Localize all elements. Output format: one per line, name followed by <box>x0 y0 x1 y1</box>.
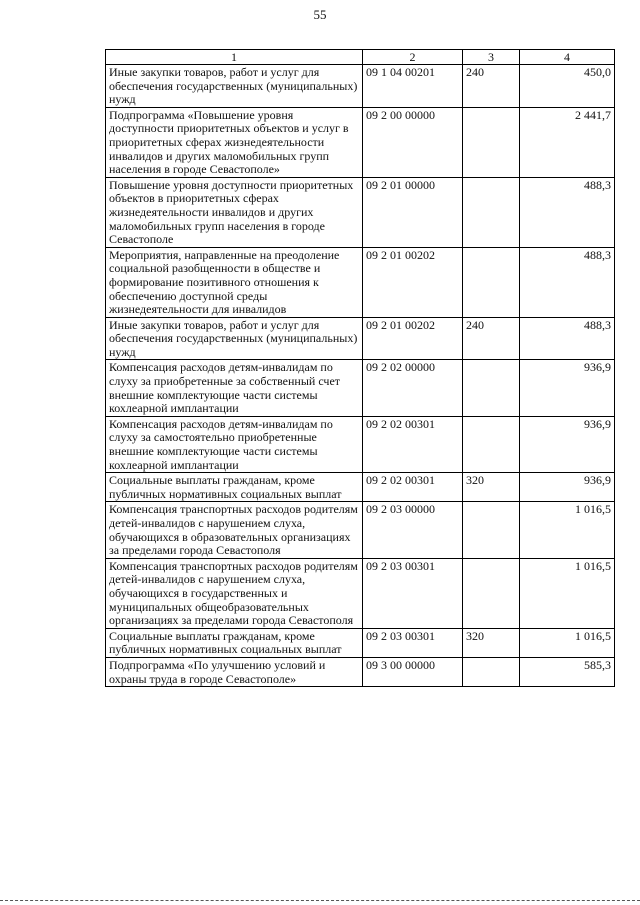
row-type <box>463 558 520 628</box>
table-header-row <box>106 50 615 65</box>
row-type <box>463 416 520 472</box>
row-name: Повышение уровня доступности приоритетных объектов в приоритетных сферах жизнедеятельности инвалидов и других маломобильных групп населения в городе Севастополе <box>106 177 363 247</box>
row-amount: 450,0 <box>520 65 615 108</box>
row-code: 09 2 02 00301 <box>363 416 463 472</box>
column-header-amount: 4 <box>520 50 615 65</box>
row-amount: 936,9 <box>520 473 615 502</box>
table-row <box>106 317 615 360</box>
row-type: 240 <box>463 65 520 108</box>
table-row <box>106 628 615 657</box>
column-header-type: 3 <box>463 50 520 65</box>
row-code: 09 2 02 00301 <box>363 473 463 502</box>
row-code: 09 2 03 00301 <box>363 628 463 657</box>
row-type: 320 <box>463 628 520 657</box>
row-name: Социальные выплаты гражданам, кроме публичных нормативных социальных выплат <box>106 473 363 502</box>
row-type <box>463 657 520 686</box>
column-header-name: 1 <box>106 50 363 65</box>
row-code: 09 2 01 00202 <box>363 317 463 360</box>
row-type: 240 <box>463 317 520 360</box>
row-amount: 488,3 <box>520 247 615 317</box>
row-type <box>463 177 520 247</box>
table-row <box>106 416 615 472</box>
row-name: Компенсация расходов детям-инвалидам по слуху за самостоятельно приобретенные внешние комплектующие части системы кохлеарной имплантации <box>106 416 363 472</box>
row-code: 09 1 04 00201 <box>363 65 463 108</box>
row-amount: 936,9 <box>520 360 615 416</box>
row-type <box>463 247 520 317</box>
row-name: Компенсация расходов детям-инвалидам по слуху за приобретенные за собственный счет внешние комплектующие части системы кохлеарной имплантации <box>106 360 363 416</box>
row-type: 320 <box>463 473 520 502</box>
row-code: 09 2 01 00000 <box>363 177 463 247</box>
table-row <box>106 360 615 416</box>
row-amount: 1 016,5 <box>520 502 615 558</box>
row-type <box>463 360 520 416</box>
row-type <box>463 107 520 177</box>
row-code: 09 2 01 00202 <box>363 247 463 317</box>
table-row <box>106 657 615 686</box>
row-name: Социальные выплаты гражданам, кроме публичных нормативных социальных выплат <box>106 628 363 657</box>
row-amount: 2 441,7 <box>520 107 615 177</box>
row-amount: 1 016,5 <box>520 558 615 628</box>
row-name: Подпрограмма «Повышение уровня доступности приоритетных объектов и услуг в приоритетных сферах жизнедеятельности инвалидов и других маломобильных групп населения в городе Севастополе» <box>106 107 363 177</box>
table-row <box>106 177 615 247</box>
row-amount: 936,9 <box>520 416 615 472</box>
row-name: Иные закупки товаров, работ и услуг для обеспечения государственных (муниципальных) нужд <box>106 317 363 360</box>
row-amount: 1 016,5 <box>520 628 615 657</box>
row-name: Подпрограмма «По улучшению условий и охраны труда в городе Севастополе» <box>106 657 363 686</box>
table-row <box>106 558 615 628</box>
table-row <box>106 107 615 177</box>
row-code: 09 2 03 00000 <box>363 502 463 558</box>
column-header-code: 2 <box>363 50 463 65</box>
row-code: 09 2 03 00301 <box>363 558 463 628</box>
page-number: 55 <box>313 7 327 22</box>
row-amount: 488,3 <box>520 177 615 247</box>
row-name: Мероприятия, направленные на преодоление социальной разобщенности в обществе и формирование позитивного отношения к обеспечению доступной среды жизнедеятельности для инвалидов <box>106 247 363 317</box>
table-row <box>106 65 615 108</box>
row-amount: 585,3 <box>520 657 615 686</box>
row-code: 09 3 00 00000 <box>363 657 463 686</box>
table-row <box>106 473 615 502</box>
table-row <box>106 247 615 317</box>
row-name: Иные закупки товаров, работ и услуг для обеспечения государственных (муниципальных) нужд <box>106 65 363 108</box>
row-amount: 488,3 <box>520 317 615 360</box>
row-code: 09 2 02 00000 <box>363 360 463 416</box>
row-name: Компенсация транспортных расходов родителям детей-инвалидов с нарушением слуха, обучающихся в образовательных организациях за пределами города Севастополя <box>106 502 363 558</box>
table-row <box>106 502 615 558</box>
row-name: Компенсация транспортных расходов родителям детей-инвалидов с нарушением слуха, обучающихся в государственных и муниципальных общеобразовательных организациях за пределами города Севастополя <box>106 558 363 628</box>
row-code: 09 2 00 00000 <box>363 107 463 177</box>
budget-table <box>105 49 615 687</box>
scan-bottom-edge <box>0 900 640 902</box>
row-type <box>463 502 520 558</box>
